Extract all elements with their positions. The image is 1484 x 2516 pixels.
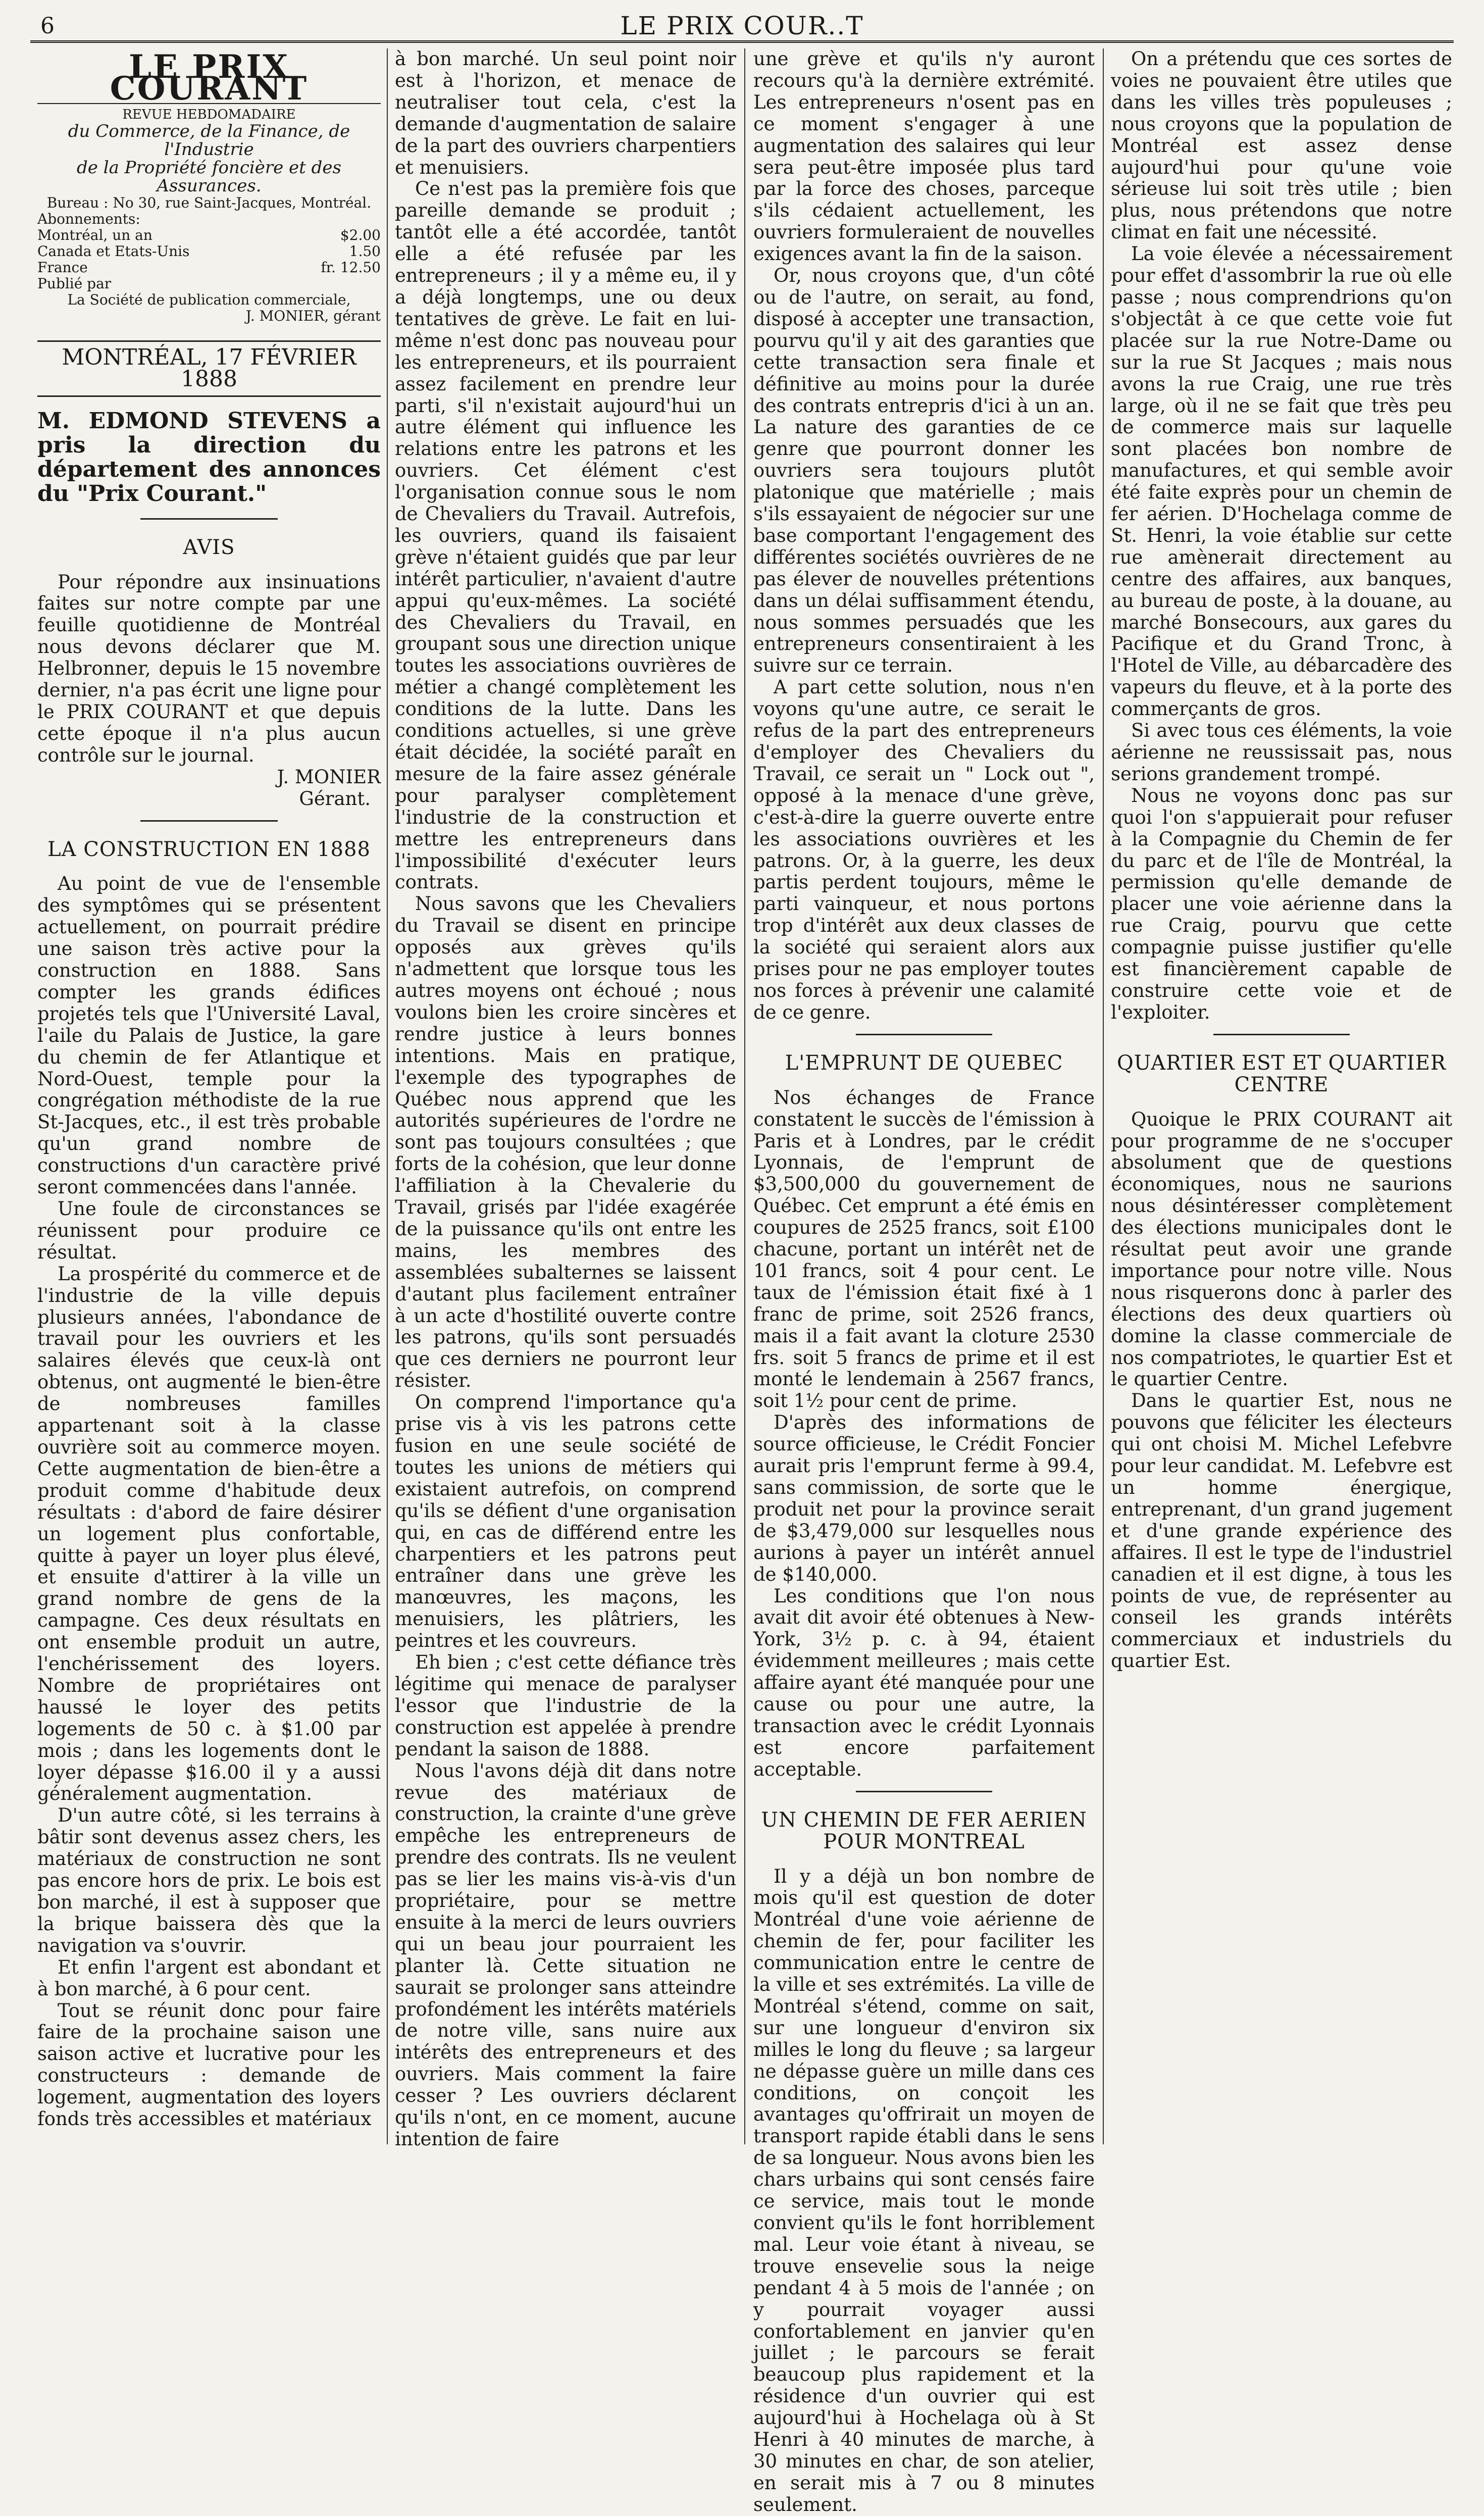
construction-paragraph: une grève et qu'ils n'y auront recours qu'à la dernière extrémité. Les entrepreneurs n'osent pas en ce moment s'engager à une augmentation des salaires qui leur sera peut-être imposée plus tard par la force des choses, parceque s'ils cédaient actuellement, les ouvriers formuleraient de nouvelles exigences avant la fin de la saison. [753, 48, 1095, 265]
construction-paragraph: Ce n'est pas la première fois que pareille demande se produit ; tantôt elle a été accordée, tantôt elle a été refusée par les entrepreneurs ; il y a même eu, il y a déjà longtemps, une ou deux tentatives de grève. Le fait en lui-même n'est donc pas nouveau pour les entrepreneurs, et ils pourraient assez facilement en prendre leur parti, s'il n'existait aujourd'hui un autre élément qui influence les relations entre les patrons et les ouvriers. Cet élément c'est l'organisation connue sous le nom de Chevaliers du Travail. Autrefois, les ouvriers, quand ils faisaient grève n'étaient guidés que par leur intérêt particulier, n'avaient d'autre appui qu'eux-mêmes. La société des Chevaliers du Travail, en groupant sous une direction unique toutes les associations ouvrières de métier a changé complètement les conditions de la lutte. Dans les conditions actuelles, si une grève était décidée, la société paraît en mesure de la faire assez générale pour paralyser complètement l'industrie de la construction et mettre les entrepreneurs dans l'impossibilité d'exécuter leurs contrats. [395, 178, 736, 893]
subscription-montreal [37, 227, 381, 243]
masthead-line2: de la Propriété foncière et des Assurances. [77, 157, 341, 196]
construction-heading: LA CONSTRUCTION EN 1888 [47, 837, 371, 861]
emprunt-paragraph: D'après des informations de source officieuse, le Crédit Foncier aurait pris l'emprunt ferme à 99.4, sans commission, de sorte que le produit net pour la province serait de $3,479,000 sur lesquelles nous aurions à payer un intérêt annuel de $140,000. [753, 1412, 1095, 1585]
quartier-paragraph: Dans le quartier Est, nous ne pouvons que féliciter les électeurs qui ont choisi M. Michel Lefebvre pour leur candidat. M. Lefebvre est un homme énergique, entreprenant, d'un grand jugement et d'une grande expérience des affaires. Il est le type de l'industriel canadien et il est digne, à tous les points de vue, de représenter au conseil les grands intérêts commerciaux et industriels du quartier Est. [1111, 1390, 1452, 1672]
subscription-france-price: fr. 12.50 [321, 259, 381, 276]
chemin-paragraph: Nous ne voyons donc pas sur quoi l'on s'appuierait pour refuser à la Compagnie du Chemin de fer du parc et de l'île de Montréal, la permission qu'elle demande de placer une voie aérienne dans la rue Craig, pourvu que cette compagnie puisse justifier qu'elle est financièrement capable de construire cette voie et de l'exploiter. [1111, 784, 1452, 1023]
subscription-france [37, 260, 381, 276]
chemin-heading-line2: POUR MONTREAL [823, 1830, 1025, 1853]
emprunt-heading: L'EMPRUNT DE QUEBEC [785, 1051, 1063, 1075]
masthead-title: LE PRIX COURANT [37, 57, 381, 104]
construction-paragraph: Eh bien ; c'est cette défiance très légitime qui menace de paralyser l'essor que l'industrie de la construction est appelée à prendre pendant la saison de 1888. [395, 1651, 736, 1760]
construction-paragraph: Au point de vue de l'ensemble des symptômes qui se présentent actuellement, on pourrait prédire une saison très active pour la construction en 1888. Sans compter les grands édifices projetés tels que l'Université Laval, l'aile du Palais de Justice, la gare du chemin de fer Atlantique et Nord-Ouest, temple pour la congrégation méthodiste de la rue St-Jacques, etc., il est très probable qu'un grand nombre de constructions d'un caractère privé seront commencées dans l'année. [37, 873, 381, 1198]
published-by-label: Publié par [37, 275, 112, 292]
chemin-paragraph: La voie élevée a nécessairement pour effet d'assombrir la rue où elle passe ; nous comprendrions qu'on s'objectât à ce que cette voie fut placée sur la rue Notre-Dame ou sur la rue St Jacques ; mais nous avons la rue Craig, une rue très large, où il ne se fait que très peu de commerce mais sur laquelle sont placées bon nombre de manufactures, et qui semble avoir été faite exprès pour un chemin de fer aérien. D'Hochelaga comme de St. Henri, la voie établie sur cette rue amènerait directement au centre des affaires, aux banques, au bureau de poste, à la douane, au marché Bonsecours, aux gares du Pacifique et du Grand Tronc, à l'Hotel de Ville, au débarcadère des vapeurs du fleuve, et à la porte des commerçants de gros. [1111, 243, 1453, 720]
subscription-canada [37, 243, 381, 260]
construction-paragraph: Une foule de circonstances se réunissent pour produire ce résultat. [37, 1198, 381, 1263]
ad-notice: M. EDMOND STEVENS a pris la direction du département des annonces du "Prix Courant." [37, 408, 381, 507]
subscription-canada-price: 1.50 [349, 242, 381, 260]
column-3 [753, 48, 1095, 2515]
masthead-kind: REVUE HEBDOMADAIRE [122, 107, 296, 122]
masthead-line1: du Commerce, de la Finance, de l'Industrie [68, 121, 350, 160]
construction-paragraph: On comprend l'importance qu'a prise vis à vis les patrons cette fusion en une seule société de toutes les unions de métiers qui existaient autrefois, on comprend qu'ils se défient d'une organisation qui, en cas de différend entre les charpentiers et les patrons peut entraîner dans une grève les manœuvres, les maçons, les menuisiers, les plâtriers, les peintres et les couvreurs. [395, 1391, 736, 1652]
subscription-montreal-price: $2.00 [340, 226, 381, 243]
running-title: LE PRIX COUR..T [620, 11, 864, 40]
section-divider [856, 1791, 992, 1792]
avis-body: Pour répondre aux insinuations faites sur notre compte par une feuille quotidienne de Montréal nous devons déclarer que M. Helbronner, depuis le 15 novembre dernier, n'a pas écrit une ligne pour le PRIX COURANT et que depuis cette époque il n'a plus aucun contrôle sur le journal. [37, 571, 381, 766]
dateline: MONTRÉAL, 17 FÉVRIER 1888 [37, 340, 381, 397]
chemin-heading-line1: UN CHEMIN DE FER AERIEN [761, 1808, 1087, 1832]
chemin-paragraph: Si avec tous ces éléments, la voie aérienne ne reussissait pas, nous serions grandement trompé. [1111, 720, 1452, 785]
subscription-canada-label: Canada et Etats-Unis [37, 242, 190, 260]
publisher: La Société de publication commerciale, [67, 291, 351, 308]
quartier-heading-line1: QUARTIER EST ET QUARTIER [1116, 1051, 1447, 1075]
column-rule [1103, 48, 1104, 2144]
construction-paragraph: La prospérité du commerce et de l'industrie de la ville depuis plusieurs années, l'abondance de travail pour les ouvriers et les salaires élevés que ceux-là ont obtenus, ont augmenté le bien-être de nombreuses familles appartenant soit à la classe ouvrière soit au commerce moyen. Cette augmentation de bien-être a produit comme d'habitude deux résultats : d'abord de faire désirer un logement plus confortable, quitte à payer un loyer plus élevé, et ensuite d'attirer à la ville un grand nombre de gens de la campagne. Ces deux résultats en ont ensemble produit un autre, l'enchérissement des loyers. Nombre de propriétaires ont haussé le loyer des petits logements de 50 c. à $1.00 par mois ; dans les logements dont le loyer dépasse $16.00 il y a aussi généralement augmentation. [37, 1263, 381, 1805]
subscription-france-label: France [37, 259, 88, 276]
construction-paragraph: Nous l'avons déjà dit dans notre revue des matériaux de construction, la crainte d'une grève empêche les entrepreneurs de prendre des contrats. Ils ne veulent pas se lier les mains vis-à-vis d'un propriétaire, pour se mettre ensuite à la merci de leurs ouvriers qui un beau jour pourraient les planter là. Cette situation ne saurait se prolonger sans atteindre profondément les intérêts matériels de notre ville, sans nuire aux intérêts des entrepreneurs et des ouvriers. Mais comment la faire cesser ? Les ouvriers déclarent qu'ils n'ont, en ce moment, aucune intention de faire [395, 1759, 736, 2150]
chemin-paragraph: Il y a déjà un bon nombre de mois qu'il est question de doter Montréal d'une voie aérienne de chemin de fer, pour faciliter les communication entre le centre de la ville et ses extrémités. La ville de Montréal s'étend, comme on sait, sur une longueur d'environ six milles le long du fleuve ; sa largeur ne dépasse guère un mille dans ces conditions, on conçoit les avantages qu'offrirait un moyen de transport rapide établi dans le sens de sa longueur. Nous avons bien les chars urbains qui sont censés faire ce service, mais tout le monde convient qu'ils le font horriblement mal. Leur voie étant à niveau, se trouve ensevelie sous la neige pendant 4 à 5 mois de l'année ; on y pourrait voyager aussi confortablement en janvier qu'en juillet ; le parcours se ferait beaucoup plus rapidement et la résidence d'un ouvrier qui est aujourd'hui à Hochelaga où à St Henri à 40 minutes de marche, à 30 minutes en char, de son atelier, en serait mis à 7 ou 8 minutes seulement. [753, 1865, 1095, 2515]
emprunt-paragraph: Nos échanges de France constatent le succès de l'émission à Paris et à Londres, par le crédit Lyonnais, de l'emprunt de $3,500,000 du gouvernement de Québec. Cet emprunt a été émis en coupures de 2525 francs, soit £100 chacune, portant un intérêt net de 101 francs, soit 4 pour cent. Le taux de l'émission était fixé à 1 franc de prime, soit 2526 francs, mais il a fait avant la cloture 2530 frs. soit 5 francs de prime et il est monté le lendemain à 2567 francs, soit 1½ pour cent de prime. [753, 1086, 1095, 1412]
section-divider [140, 820, 278, 822]
emprunt-paragraph: Les conditions que l'on nous avait dit avoir été obtenues à New-York, 3½ p. c. à 94, étaient évidemment meilleures ; mais cette affaire ayant été manquée pour une cause ou pour une autre, la transaction avec le crédit Lyonnais est encore parfaitement acceptable. [753, 1585, 1095, 1780]
construction-paragraph: à bon marché. Un seul point noir est à l'horizon, et menace de neutraliser tout cela, c'est la demande d'augmentation de salaire de la part des ouvriers charpentiers et menuisiers. [395, 48, 736, 178]
avis-heading: AVIS [183, 535, 235, 559]
column-1 [37, 48, 381, 2144]
avis-signature: J. MONIER [277, 766, 381, 788]
construction-paragraph: Et enfin l'argent est abondant et à bon marché, à 6 pour cent. [37, 1956, 381, 2000]
subscriptions-label: Abonnements: [37, 210, 140, 227]
column-4 [1111, 48, 1452, 2144]
section-divider [1213, 1034, 1350, 1035]
quartier-paragraph: Quoique le PRIX COURANT ait pour programme de ne s'occuper absolument que de questions économiques, nous ne saurions nous désintéresser complètement des élections municipales dont le résultat peut avoir une grande importance pour notre ville. Nous nous risquerons donc à parler des élections des deux quartiers où domine la classe commerciale de nos compatriotes, le quartier Est et le quartier Centre. [1111, 1108, 1452, 1390]
subscription-montreal-label: Montréal, un an [37, 226, 152, 243]
construction-paragraph: A part cette solution, nous n'en voyons qu'une autre, ce serait le refus de la part des entrepreneurs d'employer des Chevaliers du Travail, ce serait un " Lock out ", opposé à la menace d'une grève, c'est-à-dire la guerre ouverte entre les associations ouvrières et les patrons. Or, à la guerre, les deux partis perdent toujours, même le parti vainqueur, et nous portons trop d'intérêt aux deux classes de la société qui seraient alors aux prises pour ne pas employer toutes nos forces à prévenir une calamité de ce genre. [753, 676, 1095, 1023]
quartier-heading-line2: CENTRE [1234, 1073, 1329, 1096]
column-rule [387, 48, 388, 2144]
column-rule [744, 48, 745, 2144]
construction-paragraph: D'un autre côté, si les terrains à bâtir sont devenus assez chers, les matériaux de construction ne sont pas encore hors de prix. Le bois est bon marché, il est à supposer que la brique baissera dès que la navigation va s'ouvrir. [37, 1804, 381, 1956]
page-number: 6 [40, 13, 55, 39]
section-divider [856, 1034, 992, 1035]
chemin-paragraph: On a prétendu que ces sortes de voies ne pouvaient être utiles que dans les villes très populeuses ; nous croyons que la population de Montréal est assez dense aujourd'hui pour qu'une voie sérieuse lui soit très utile ; bien plus, nous prétendons que notre climat en fait une nécessité. [1111, 48, 1452, 243]
construction-paragraph: Tout se réunit donc pour faire faire de la prochaine saison une saison active et lucrative pour les constructeurs : demande de logement, augmentation des loyers fonds très accessibles et matériaux [37, 1999, 381, 2130]
construction-paragraph: Or, nous croyons que, d'un côté ou de l'autre, on serait, au fond, disposé à accepter une transaction, pourvu qu'il y ait des garanties que cette transaction sera finale et définitive au moins pour la durée des contrats entrepris d'ici à un an. La nature des garanties de ce genre que pourront donner les ouvriers sera toujours plutôt platonique que matérielle ; mais s'ils essayaient de négocier sur une base comportant l'engagement des différentes sociétés ouvrières de ne pas élever de nouvelles prétentions dans un délai suffisamment étendu, nous sommes persuadés que les entrepreneurs consentiraient à les suivre sur ce terrain. [753, 265, 1095, 677]
page-header [30, 9, 1454, 43]
avis-signature-title: Gérant. [299, 787, 371, 810]
construction-paragraph: Nous savons que les Chevaliers du Travail se disent en principe opposés aux grèves qu'ils n'admettent que lorsque tous les autres moyens ont échoué ; nous voulons bien les croire sincères et rendre justice à leurs bonnes intentions. Mais en pratique, l'exemple des typographes de Québec nous apprend que les autorités supérieures de l'ordre ne sont pas toujours consultées ; que forts de la cohésion, que leur donne l'affiliation à la Chevalerie du Travail, grisés par l'idée exagérée de la puissance qu'ils ont entre les mains, les membres des assemblées subalternes se laissent d'autant plus facilement entraîner à un acte d'hostilité ouverte contre les patrons, qu'ils sont persuadés que ces derniers ne pourront leur résister. [395, 893, 736, 1392]
column-2 [395, 48, 736, 2150]
manager: J. MONIER, gérant [245, 307, 381, 324]
masthead-bureau: Bureau : No 30, rue Saint-Jacques, Montréal. [46, 194, 372, 211]
section-divider [140, 518, 278, 520]
